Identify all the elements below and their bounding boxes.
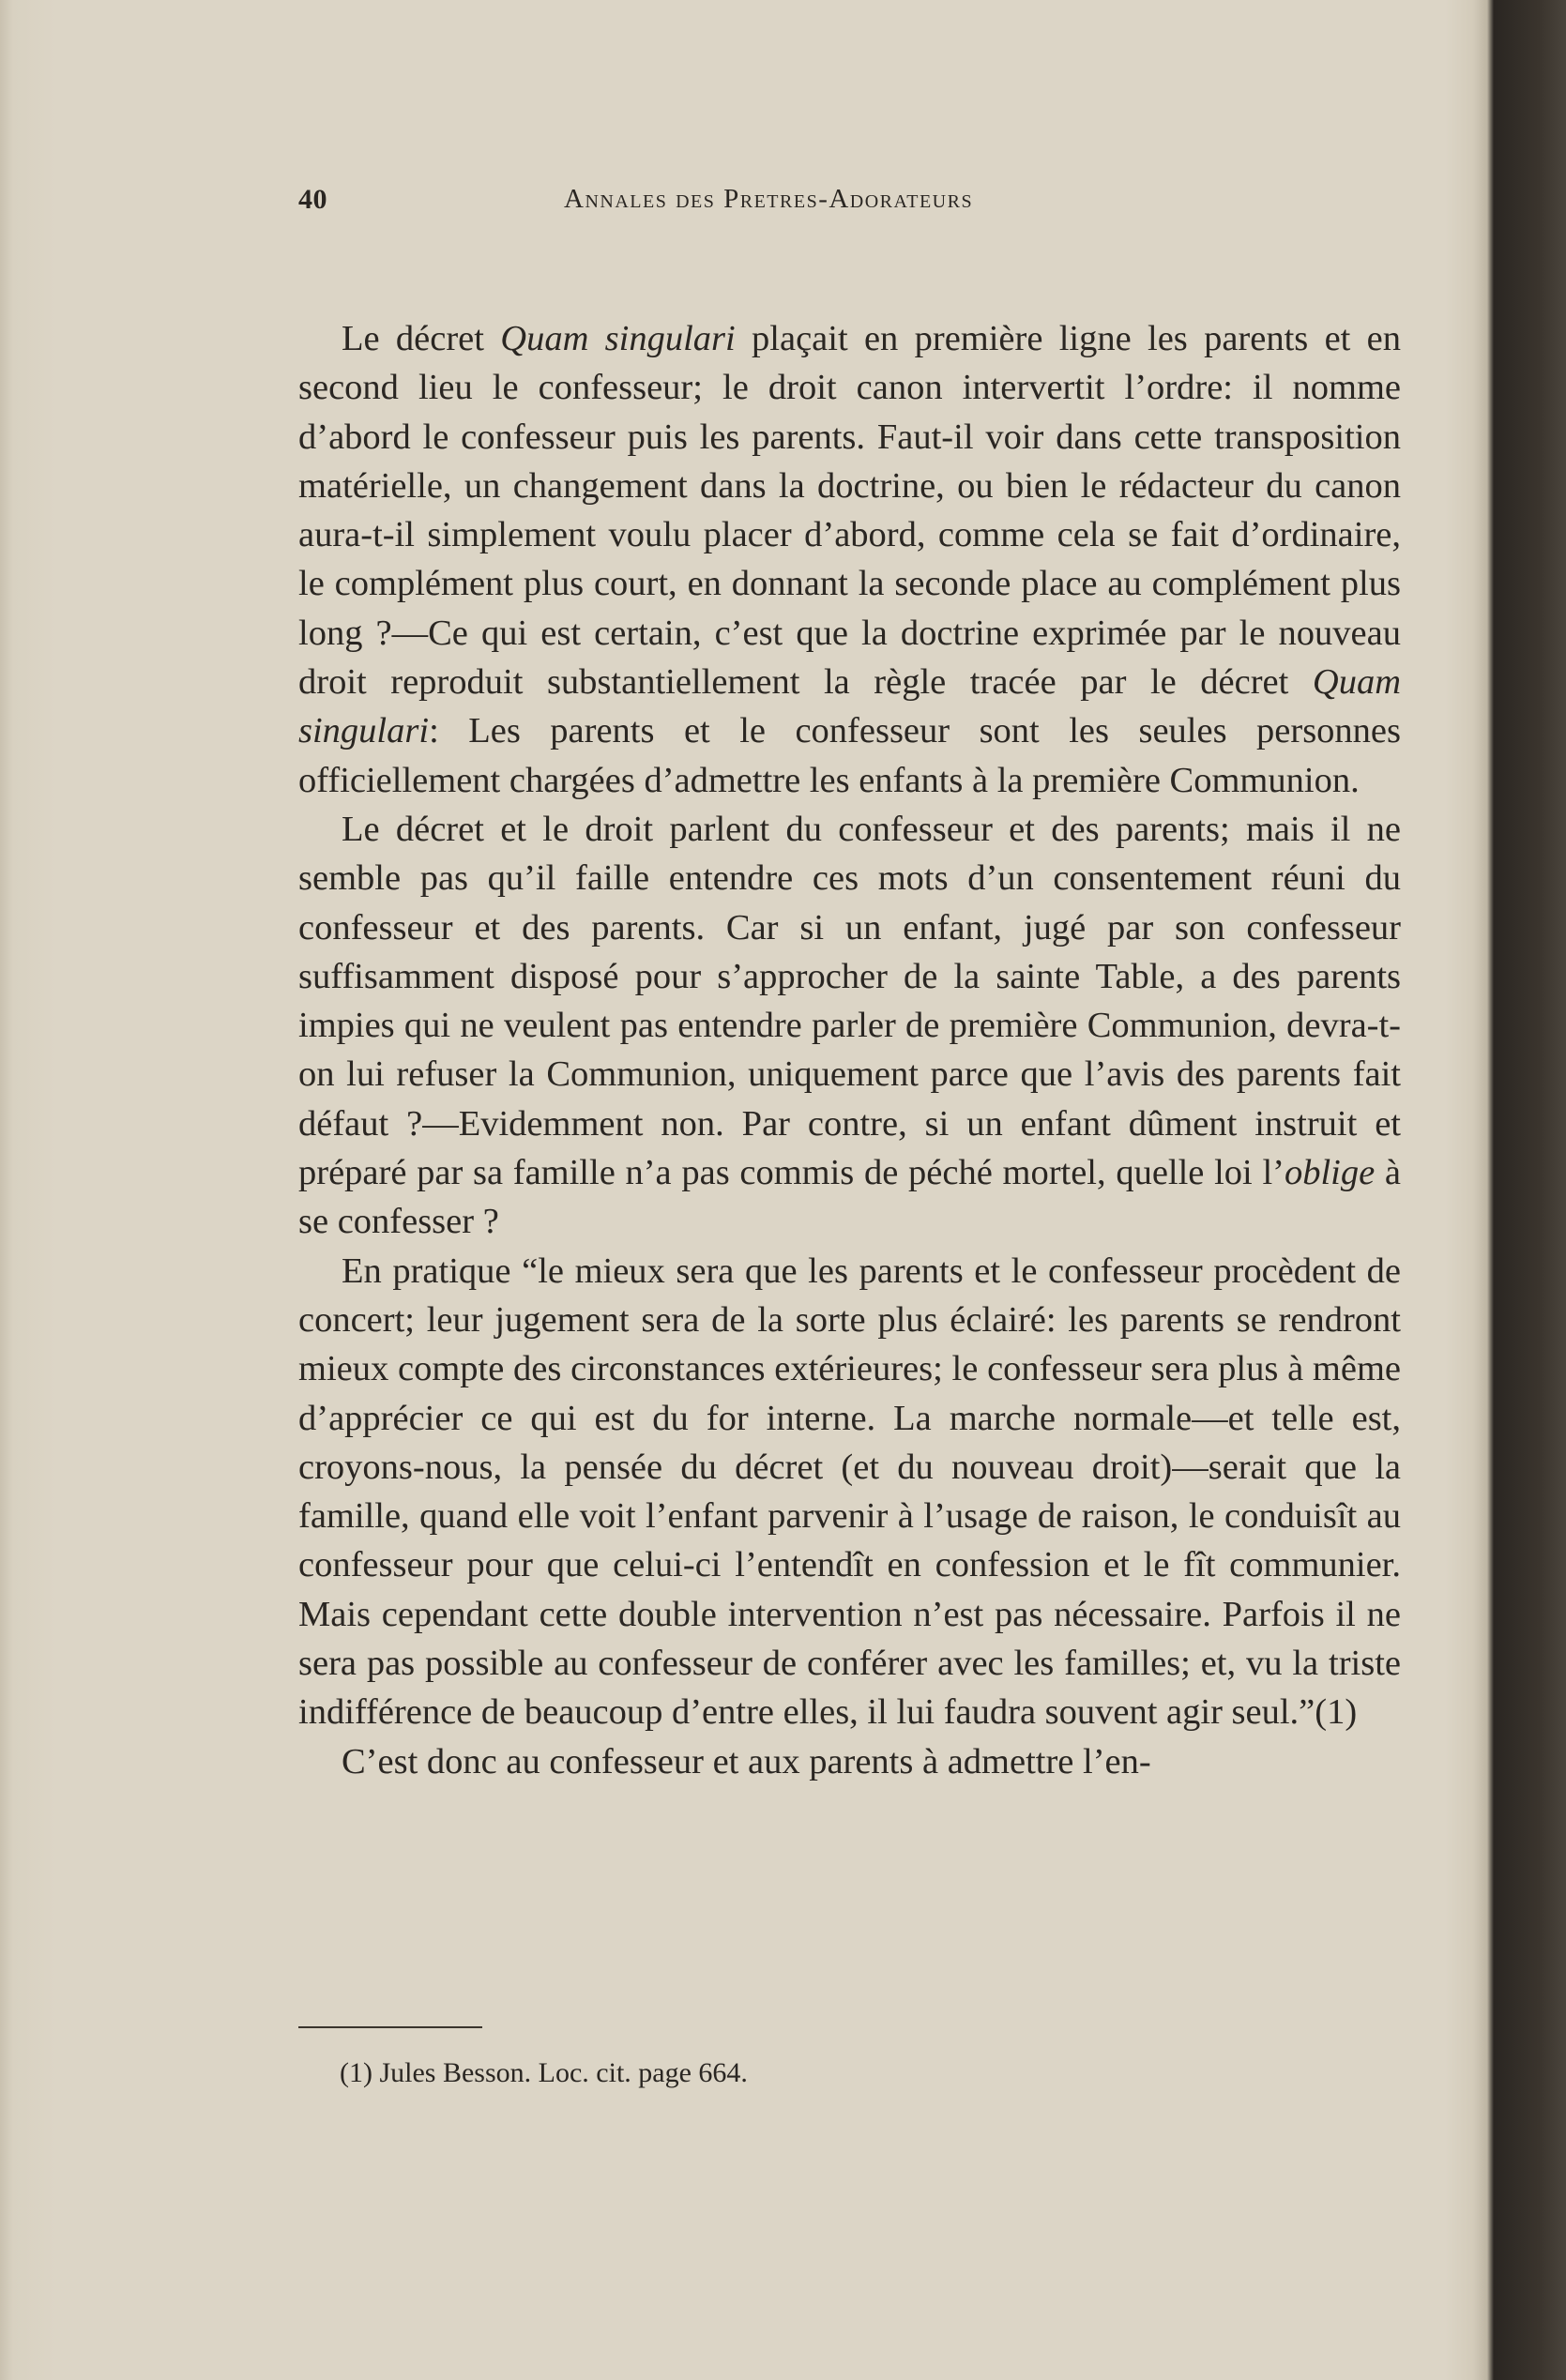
body-text [298,314,1401,1786]
page-header [298,184,1401,221]
page-number: 40 [298,184,327,215]
paragraph [298,1247,1401,1737]
text-run: Le décret et le droit parlent du confesseur et des parents; mais il ne semble pas qu’il faille entendre ces mots d’un consentement réuni du confesseur et des parents. Car si un enfant, jugé par son confesseur suffisamment disposé pour s’approcher de la sainte Table, a des parents impies qui ne veulent pas entendre parler de première Communion, devra-t-on lui refuser la Communion, uniquement parce que l’avis des parents fait défaut ?—Evidemment non. Par contre, si un enfant dûment instruit et préparé par sa famille n’a pas commis de péché mortel, quelle loi l’ [298,809,1401,1193]
paragraph [298,805,1401,1247]
text-run: Le décret [342,319,501,358]
text-run: C’est donc au confesseur et aux parents à admettre l’en- [342,1741,1151,1781]
italic-text: Quam singulari [298,662,1401,751]
text-run: à se confesser ? [298,1153,1401,1242]
paragraph [298,1737,1401,1786]
running-title: Annales des Pretres-Adorateurs [564,184,974,214]
italic-text: Quam singulari [500,319,736,358]
italic-text: oblige [1284,1153,1376,1193]
footnote: (1) Jules Besson. Loc. cit. page 664. [340,2057,748,2088]
footnote-rule [298,2026,482,2028]
paragraph [298,314,1401,805]
text-run: plaçait en première ligne les parents et en second lieu le confesseur; le droit canon intervertit l’ordre: il nomme d’abord le confesseur puis les parents. Faut-il voir dans cette transposition matérielle, un changement dans la doctrine, ou bien le rédacteur du canon aura-t-il simplement voulu placer d’abord, comme cela se fait d’ordinaire, le complément plus court, en donnant la seconde place au complément plus long ?—Ce qui est certain, c’est que la doctrine exprimée par le nouveau droit reproduit substantiellement la règle tracée par le décret [298,319,1402,703]
text-run: En pratique “le mieux sera que les parents et le confesseur procèdent de concert; leur jugement sera de la sorte plus éclairé: les parents se rendront mieux compte des circonstances extérieures; le confesseur sera plus à même d’apprécier ce qui est du for interne. La marche normale—et telle est, croyons-nous, la pensée du décret (et du nouveau droit)—serait que la famille, quand elle voit l’enfant parvenir à l’usage de raison, le conduisît au confesseur pour que celui-ci l’entendît en confession et le fît communier. Mais cependant cette double intervention n’est pas nécessaire. Parfois il ne sera pas possible au confesseur de conférer avec les familles; et, vu la triste indifférence de beaucoup d’entre elles, il lui faudra souvent agir seul.”(1) [298,1251,1401,1733]
text-run: : Les parents et le confesseur sont les seules personnes officiellement chargées d’admettre les enfants à la première Communion. [298,711,1401,800]
